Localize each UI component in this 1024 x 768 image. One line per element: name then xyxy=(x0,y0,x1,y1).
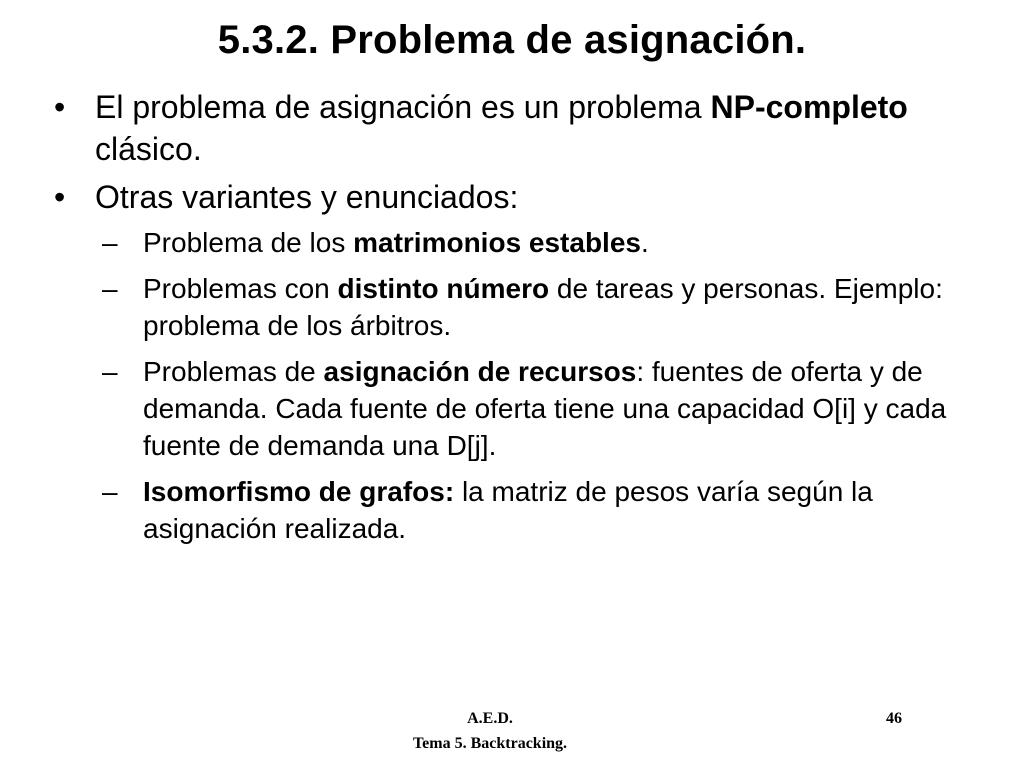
slide-title: 5.3.2. Problema de asignación. xyxy=(217,18,807,62)
subbullet-isomorfismo xyxy=(52,473,992,547)
subbullet-text: la matriz de pesos varía según la asignación realizada. xyxy=(143,476,873,544)
subbullet-bold-text: matrimonios estables xyxy=(353,227,641,258)
subbullet-matrimonios xyxy=(52,224,992,261)
bullet-np-completo xyxy=(52,86,992,170)
subbullet-text: : fuentes de oferta y de demanda. Cada fuente de oferta tiene una capacidad O[i] y cada fuente de demanda una D[j]. xyxy=(143,356,947,461)
subbullet-text: de tareas y personas. Ejemplo: problema de los árbitros. xyxy=(143,273,943,341)
slide-body xyxy=(52,86,992,556)
page-number: 46 xyxy=(886,710,902,727)
bullet-marker: • xyxy=(54,179,66,215)
subbullet-bold-text: asignación de recursos xyxy=(323,356,637,387)
subbullet-bold-text: Isomorfismo de grafos: xyxy=(143,476,455,507)
bullet-variantes xyxy=(52,176,992,218)
subbullet-text: Problemas con xyxy=(143,273,338,304)
subbullet-text: Problemas de xyxy=(143,356,324,387)
subbullet-marker: – xyxy=(102,273,118,304)
footer-topic: Tema 5. Backtracking. xyxy=(412,735,568,752)
bullet-bold-text: NP-completo xyxy=(710,89,908,125)
bullet-text: El problema de asignación es un problema xyxy=(95,89,711,125)
subbullet-marker: – xyxy=(102,356,118,387)
subbullet-recursos xyxy=(52,353,992,464)
subbullet-bold-text: distinto número xyxy=(337,273,550,304)
bullet-text: Otras variantes y enunciados: xyxy=(95,179,519,215)
bullet-text: clásico. xyxy=(95,131,202,167)
subbullet-marker: – xyxy=(102,476,118,507)
bullet-marker: • xyxy=(54,89,66,125)
subbullet-text: . xyxy=(640,227,649,258)
subbullet-text: Problema de los xyxy=(143,227,354,258)
subbullet-marker: – xyxy=(102,227,118,258)
footer-course: A.E.D. xyxy=(467,710,513,727)
subbullet-distinto-numero xyxy=(52,270,992,344)
slide-footer xyxy=(340,706,640,756)
